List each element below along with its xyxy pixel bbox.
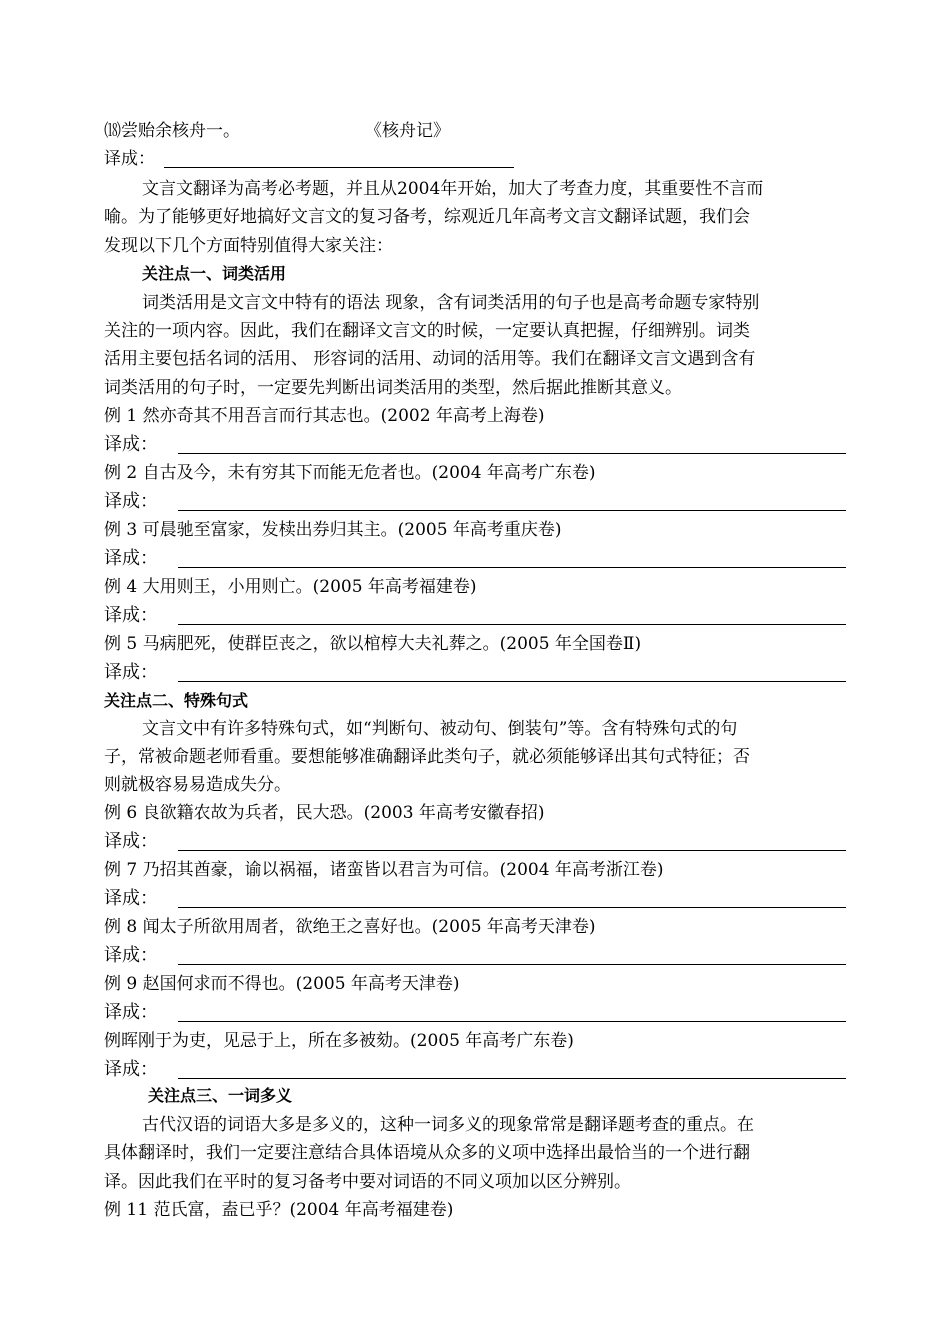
section-line: 关注的一项内容。因此，我们在翻译文言文的时候，一定要认真把握，仔细辨别。词类 <box>104 321 750 341</box>
section-line: 词类活用的句子时，一定要先判断出词类活用的类型，然后据此推断其意义。 <box>104 378 682 398</box>
answer-blank[interactable] <box>164 167 514 168</box>
section-line: 译。因此我们在平时的复习备考中要对词语的不同义项加以区分辨别。 <box>104 1172 631 1192</box>
question-18: ⒅尝贻余核舟一。 <box>104 121 240 141</box>
intro-line: 发现以下几个方面特别值得大家关注： <box>104 236 393 256</box>
answer-blank[interactable] <box>178 567 846 568</box>
question-18-source: 《核舟记》 <box>365 121 450 141</box>
answer-blank[interactable] <box>178 453 846 454</box>
section-line: 子，常被命题老师看重。要想能够准确翻译此类句子，就必须能够译出其句式特征；否 <box>104 747 750 767</box>
section-line: 则就极容易易造成失分。 <box>104 775 291 795</box>
answer-blank[interactable] <box>178 1078 846 1079</box>
example-10: 例晖刚于为吏，见忌于上，所在多被劾。(2005 年高考广东卷) <box>104 1031 574 1051</box>
example-3: 例 3 可晨驰至富家，发椟出券归其主。(2005 年高考重庆卷) <box>104 520 562 540</box>
answer-blank[interactable] <box>178 964 846 965</box>
answer-label: 译成： <box>104 149 155 169</box>
section-heading: 关注点三、一词多义 <box>148 1086 293 1105</box>
answer-label: 译成： <box>104 945 158 966</box>
example-11: 例 11 范氏富，盍已乎？(2004 年高考福建卷) <box>104 1200 454 1220</box>
section-line: 词类活用是文言文中特有的语法 现象，含有词类活用的句子也是高考命题专家特别 <box>142 293 760 313</box>
section-line: 文言文中有许多特殊句式，如“判断句、被动句、倒装句”等。含有特殊句式的句 <box>142 719 738 739</box>
example-9: 例 9 赵国何求而不得也。(2005 年高考天津卷) <box>104 974 460 994</box>
answer-blank[interactable] <box>178 850 846 851</box>
example-1: 例 1 然亦奇其不用吾言而行其志也。(2002 年高考上海卷) <box>104 406 545 426</box>
answer-label: 译成： <box>104 434 158 455</box>
answer-label: 译成： <box>104 548 158 569</box>
section-line: 具体翻译时，我们一定要注意结合具体语境从众多的义项中选择出最恰当的一个进行翻 <box>104 1143 750 1163</box>
section-heading: 关注点二、特殊句式 <box>104 691 249 710</box>
intro-line: 文言文翻译为高考必考题，并且从2004年开始，加大了考查力度，其重要性不言而 <box>142 179 764 199</box>
answer-blank[interactable] <box>178 624 846 625</box>
answer-label: 译成： <box>104 491 158 512</box>
answer-label: 译成： <box>104 831 158 852</box>
section-line: 古代汉语的词语大多是多义的，这种一词多义的现象常常是翻译题考查的重点。在 <box>142 1115 754 1135</box>
example-2: 例 2 自古及今，未有穷其下而能无危者也。(2004 年高考广东卷) <box>104 463 596 483</box>
answer-blank[interactable] <box>178 1021 846 1022</box>
answer-blank[interactable] <box>178 510 846 511</box>
section-heading: 关注点一、词类活用 <box>142 264 287 283</box>
example-6: 例 6 良欲籍农故为兵者，民大恐。(2003 年高考安徽春招) <box>104 803 545 823</box>
intro-line: 喻。为了能够更好地搞好文言文的复习备考，综观近几年高考文言文翻译试题，我们会 <box>104 207 750 227</box>
answer-blank[interactable] <box>178 681 846 682</box>
example-8: 例 8 闻太子所欲用周者，欲绝王之喜好也。(2005 年高考天津卷) <box>104 917 596 937</box>
answer-label: 译成： <box>104 1002 158 1023</box>
answer-blank[interactable] <box>178 907 846 908</box>
answer-label: 译成： <box>104 1059 158 1080</box>
section-line: 活用主要包括名词的活用、 形容词的活用、动词的活用等。我们在翻译文言文遇到含有 <box>104 349 756 369</box>
answer-label: 译成： <box>104 662 158 683</box>
answer-label: 译成： <box>104 888 158 909</box>
answer-label: 译成： <box>104 605 158 626</box>
example-7: 例 7 乃招其酋豪，谕以祸福，诸蛮皆以君言为可信。(2004 年高考浙江卷) <box>104 860 664 880</box>
example-5: 例 5 马病肥死，使群臣丧之，欲以棺椁大夫礼葬之。(2005 年全国卷Ⅱ) <box>104 634 642 654</box>
example-4: 例 4 大用则王，小用则亡。(2005 年高考福建卷) <box>104 577 477 597</box>
